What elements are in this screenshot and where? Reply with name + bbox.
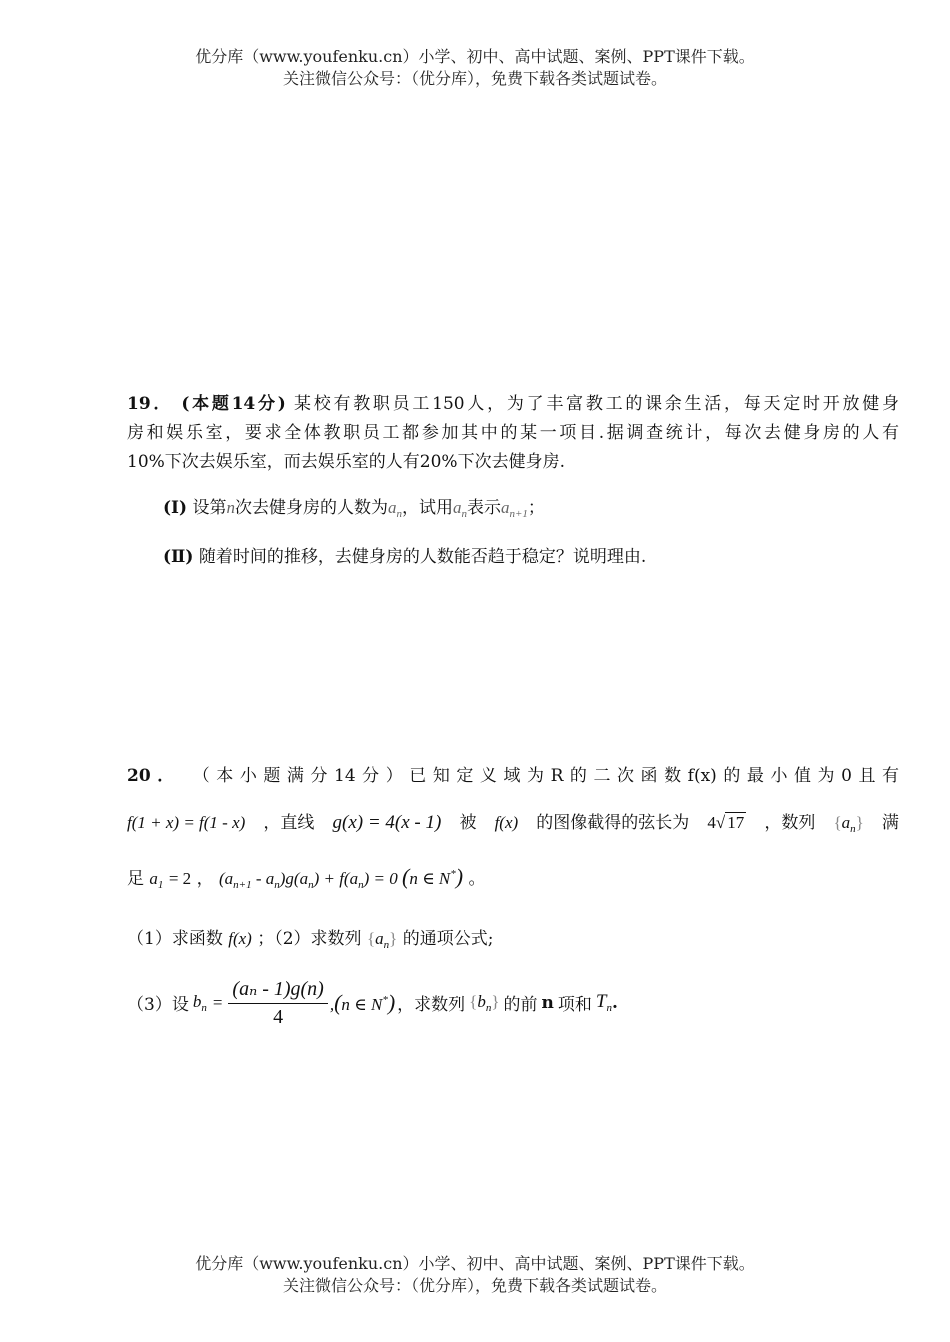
q20-part-2-text-b: 的通项公式;	[402, 929, 494, 949]
q19-part-2	[127, 543, 899, 572]
q20-part-2-an: $\{a_n\}$	[366, 929, 398, 951]
q20-part-1-2	[127, 924, 493, 951]
q19-text-1: 某校有教职员工150人，为了丰富教工的课余生活，每天定时开放健身	[293, 394, 900, 414]
q20-text-by: 被	[459, 813, 477, 833]
q19-part-1-label: (Ⅰ)	[163, 498, 188, 518]
q19-part-1-text-c: ，试用	[401, 498, 453, 518]
q20-part-3-text-d: 项和	[557, 995, 592, 1015]
q20-comma: ，	[196, 869, 214, 889]
q20-text-man: 满	[881, 813, 899, 833]
q20-text-zu: 足	[127, 869, 144, 889]
q20-bn-denominator: 4	[273, 1006, 284, 1028]
q19-part-1: (Ⅰ) 设第n次去健身房的人数为$a_n$，试用$a_n$表示$a_{n+1}$；	[163, 498, 545, 520]
q20-line-3	[127, 864, 486, 891]
q20-sequence-an: $\{a_n\}$	[833, 813, 864, 835]
q20-part-3-text: （3）设	[127, 995, 189, 1015]
q20-text-1: （本小题满分14分）已知定义域为R的二次函数f(x)的最小值为0且有	[192, 766, 899, 786]
footer-line-2: 关注微信公众号：（优分库），免费下载各类试题试卷。	[282, 1276, 667, 1295]
q19-number: 19．	[127, 394, 174, 414]
q19-part-1-text-a: 设第	[192, 498, 227, 518]
q20-a1-value: = 2	[168, 869, 192, 888]
page-footer	[0, 1253, 950, 1297]
q19-line-3: 10%下次去娱乐室，而去娱乐室的人有20%下次去健身房.	[127, 452, 565, 472]
q19-part-2-label: (Ⅱ)	[163, 547, 194, 567]
q20-bn-domain: ,(n ∈ N*)	[329, 989, 396, 1015]
q20-chord-radicand: 17	[727, 813, 745, 832]
q20-a1: $a_1$	[149, 869, 164, 891]
page-header	[0, 46, 950, 90]
footer-line-1: 优分库（www.youfenku.cn）小学、初中、高中试题、案例、PPT课件下载。	[195, 1254, 755, 1273]
question-19	[127, 390, 899, 572]
q20-equation-symmetry: f(1 + x) = f(1 - x)	[127, 813, 246, 832]
q20-chord-coef: 4	[707, 813, 716, 832]
q20-bn-numerator: (aₙ - 1)g(n)	[228, 976, 327, 1004]
header-line-2: 关注微信公众号：（优分库），免费下载各类试题试卷。	[282, 69, 667, 88]
q20-text-chord: 的图像截得的弦长为	[536, 813, 690, 833]
q20-equation-g: g(x) = 4(x - 1)	[332, 812, 442, 833]
q20-part-3-end: .	[611, 992, 618, 1013]
q20-part-3-text-b: ，求数列	[397, 995, 466, 1015]
q20-number: 20．	[127, 766, 181, 786]
q20-text-line: ，直线	[263, 813, 315, 833]
q20-f-x: f(x)	[494, 813, 519, 832]
q19-part-2-text: 随着时间的推移，去健身房的人数能否趋于稳定？说明理由.	[198, 547, 647, 567]
q20-part-3-n: n	[541, 992, 554, 1013]
q20-tn: $T_n$	[595, 991, 612, 1014]
q19-part-1-text-b: 次去健身房的人数为	[234, 498, 388, 518]
q19-part-1-text-e: ；	[527, 498, 545, 518]
q20-part-3-bn-seq: $\{b_n\}$	[469, 991, 500, 1014]
question-20	[127, 762, 899, 791]
header-line-1: 优分库（www.youfenku.cn）小学、初中、高中试题、案例、PPT课件下载。	[195, 47, 755, 66]
q19-line-1	[127, 390, 899, 419]
q20-line-1	[127, 762, 899, 791]
q20-part-3-text-c: 的前	[503, 995, 538, 1015]
q19-part-1-text-d: 表示	[466, 498, 501, 518]
q20-part-3: （3）设 $b_n$ = $\frac{\text{(aₙ - 1)g(n)}}{4}$ ,(n ∈ N*) ，求数列 $\{b_n\}$ 的前 n 项和 $T_n$ .	[127, 978, 618, 1028]
q20-text-sequence: ，数列	[764, 813, 816, 833]
q20-part-2-text: ；（2）求数列	[257, 929, 362, 949]
q20-recurrence: $(a_{n+1} - a_n)g(a_n) + f(a_n) = 0$ (n ∈ N*)	[218, 864, 464, 891]
q20-line-2	[127, 808, 899, 835]
q20-bn: $b_n$	[192, 991, 207, 1014]
q20-part-1-text: （1）求函数	[127, 929, 223, 949]
q20-chord-length: 4√ 17	[707, 813, 745, 832]
q20-part-1-fx: f(x)	[228, 929, 252, 948]
q19-score: (本题14分)	[181, 394, 286, 414]
q20-period: 。	[468, 869, 486, 889]
q19-line-2: 房和娱乐室，要求全体教职员工都参加其中的某一项目.据调查统计，每次去健身房的人有	[127, 423, 899, 443]
q20-bn-fraction	[228, 976, 327, 1029]
